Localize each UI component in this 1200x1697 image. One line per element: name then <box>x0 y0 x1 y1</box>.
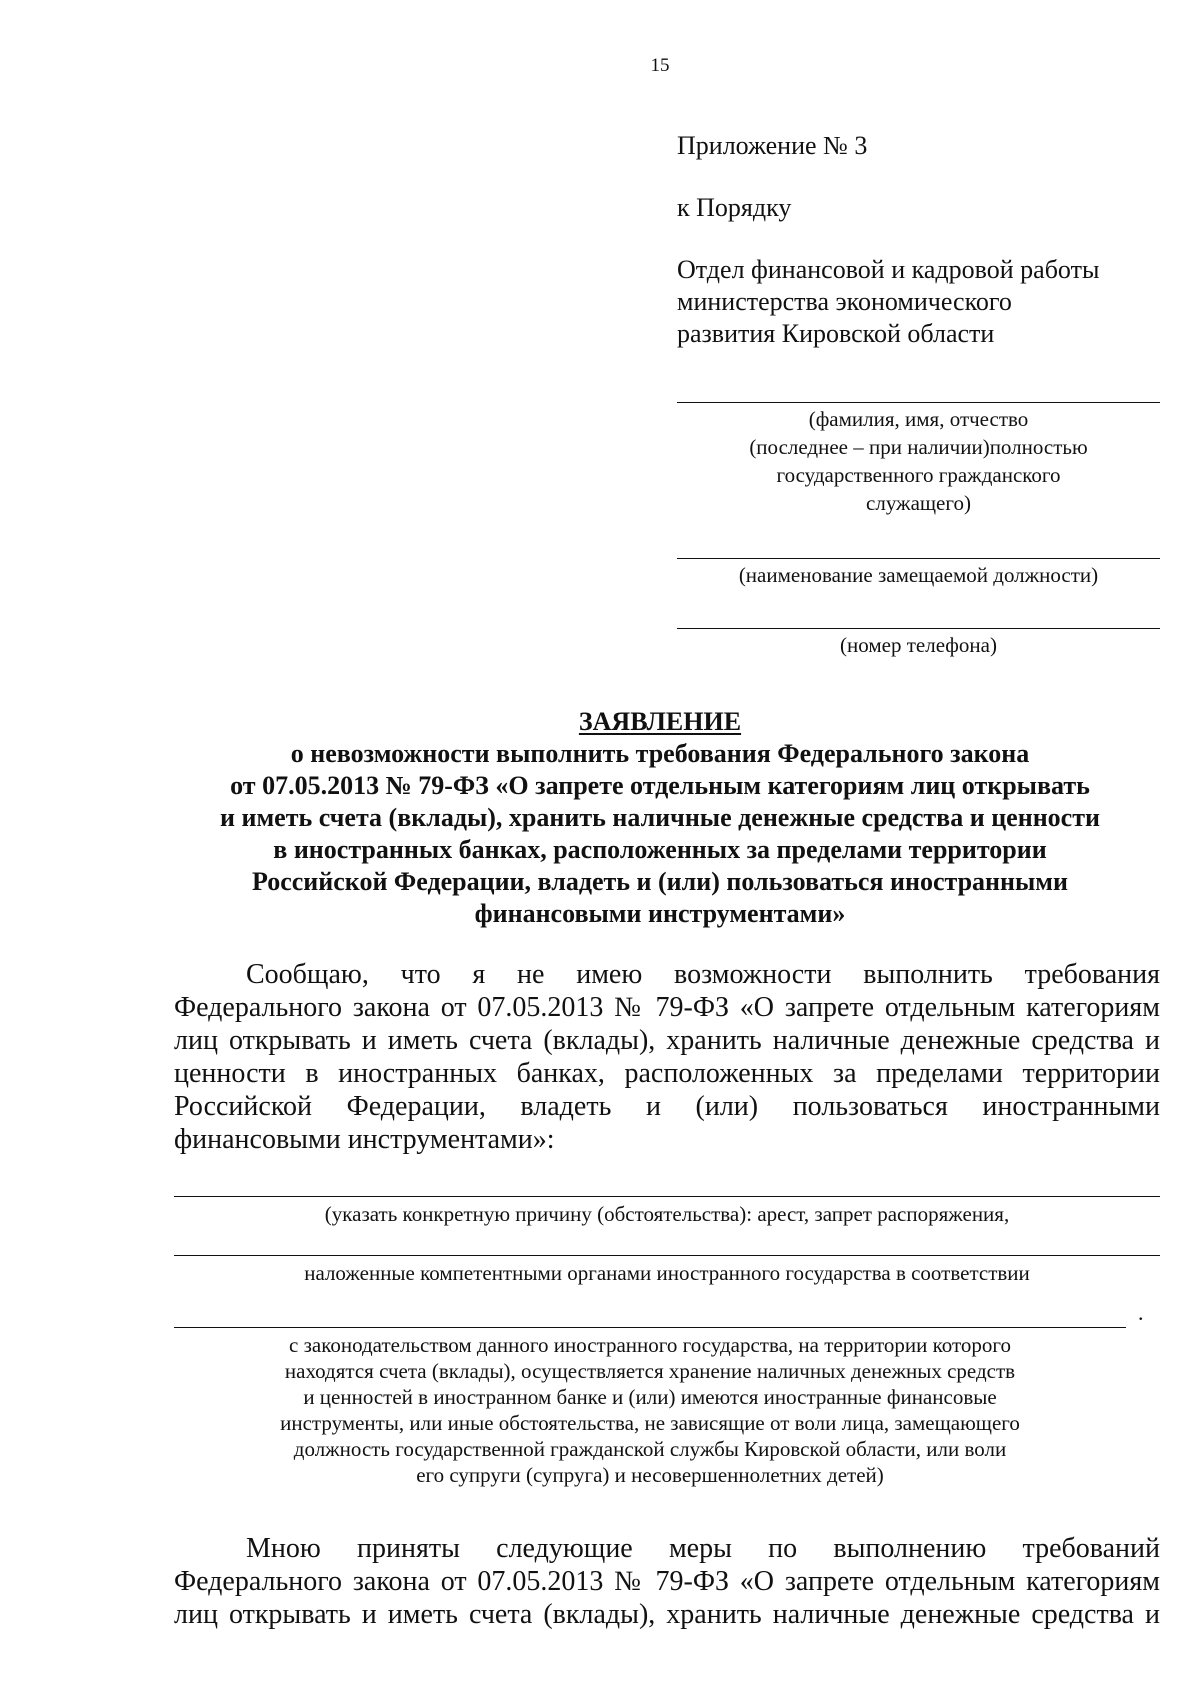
reason-caption-line: должность государственной гражданской службы Кировской области, или воли <box>293 1437 1007 1461</box>
measures-paragraph <box>174 1532 1160 1631</box>
name-caption-line: государственного гражданского <box>776 463 1061 487</box>
reason-caption: наложенные компетентными органами иностранного государства в соответствии <box>304 1261 1030 1285</box>
paragraph-line: Федерального закона от 07.05.2013 № 79-ФЗ «О запрете отдельным категориям <box>174 992 1160 1023</box>
department-line: развития Кировской области <box>677 319 995 348</box>
title-line: Российской Федерации, владеть и (или) пользоваться иностранными <box>251 867 1069 896</box>
position-caption: (наименование замещаемой должности) <box>738 563 1099 587</box>
reason-caption-line: его супруги (супруга) и несовершеннолетних детей) <box>416 1463 884 1487</box>
title-line: от 07.05.2013 № 79-ФЗ «О запрете отдельным категориям лиц открывать <box>230 771 1090 800</box>
position-field <box>677 558 1160 589</box>
name-caption-line: служащего) <box>866 491 971 515</box>
statement-title <box>150 706 1170 930</box>
document-title: ЗАЯВЛЕНИЕ <box>578 707 742 736</box>
page-number: 15 <box>650 55 670 76</box>
reason-blank-line[interactable] <box>174 1196 1160 1197</box>
reason-field-1 <box>174 1196 1160 1227</box>
appendix-label: Приложение № 3 <box>677 131 868 160</box>
position-blank-line[interactable] <box>677 558 1160 559</box>
name-blank-line[interactable] <box>677 402 1160 403</box>
reason-caption-line: находятся счета (вклады), осуществляется хранение наличных денежных средств <box>284 1359 1016 1383</box>
paragraph-line: лиц открывать и иметь счета (вклады), хранить наличные денежные средства и <box>174 1599 1160 1630</box>
name-caption-line: (последнее – при наличии)полностью <box>749 435 1088 459</box>
trailing-dot: . <box>1138 1300 1144 1325</box>
department-line: Отдел финансовой и кадровой работы <box>677 255 1100 284</box>
title-line: о невозможности выполнить требования Федерального закона <box>290 739 1030 768</box>
paragraph-line: Российской Федерации, владеть и (или) пользоваться иностранными <box>174 1091 1160 1122</box>
phone-caption: (номер телефона) <box>840 633 997 657</box>
paragraph-line: Мною приняты следующие меры по выполнению требований <box>246 1533 1160 1564</box>
name-field <box>677 402 1160 517</box>
paragraph-line: ценности в иностранных банках, расположенных за пределами территории <box>174 1058 1160 1089</box>
reason-blank-line[interactable] <box>174 1327 1126 1328</box>
department-line: министерства экономического <box>677 287 1012 316</box>
paragraph-line: Федерального закона от 07.05.2013 № 79-ФЗ «О запрете отдельным категориям <box>174 1566 1160 1597</box>
addressee-block <box>677 130 1160 350</box>
phone-field <box>677 628 1160 659</box>
title-line: и иметь счета (вклады), хранить наличные денежные средства и ценности <box>220 803 1100 832</box>
reason-caption: (указать конкретную причину (обстоятельства): арест, запрет распоряжения, <box>324 1202 1010 1226</box>
reason-caption-line: с законодательством данного иностранного государства, на территории которого <box>289 1333 1011 1357</box>
title-line: финансовыми инструментами» <box>474 899 846 928</box>
paragraph-line: финансовыми инструментами»: <box>174 1124 555 1155</box>
statement-paragraph <box>174 958 1160 1156</box>
phone-blank-line[interactable] <box>677 628 1160 629</box>
paragraph-line: лиц открывать и иметь счета (вклады), хранить наличные денежные средства и <box>174 1025 1160 1056</box>
reason-blank-line[interactable] <box>174 1255 1160 1256</box>
name-caption-line: (фамилия, имя, отчество <box>808 407 1029 431</box>
title-line: в иностранных банках, расположенных за пределами территории <box>273 835 1047 864</box>
paragraph-line: Сообщаю, что я не имею возможности выполнить требования <box>246 959 1160 990</box>
to-order-label: к Порядку <box>677 193 792 222</box>
reason-caption-line: и ценностей в иностранном банке и (или) имеются иностранные финансовые <box>303 1385 997 1409</box>
reason-caption-line: инструменты, или иные обстоятельства, не зависящие от воли лица, замещающего <box>280 1411 1020 1435</box>
reason-field-3 <box>174 1327 1126 1488</box>
reason-field-2 <box>174 1255 1160 1286</box>
